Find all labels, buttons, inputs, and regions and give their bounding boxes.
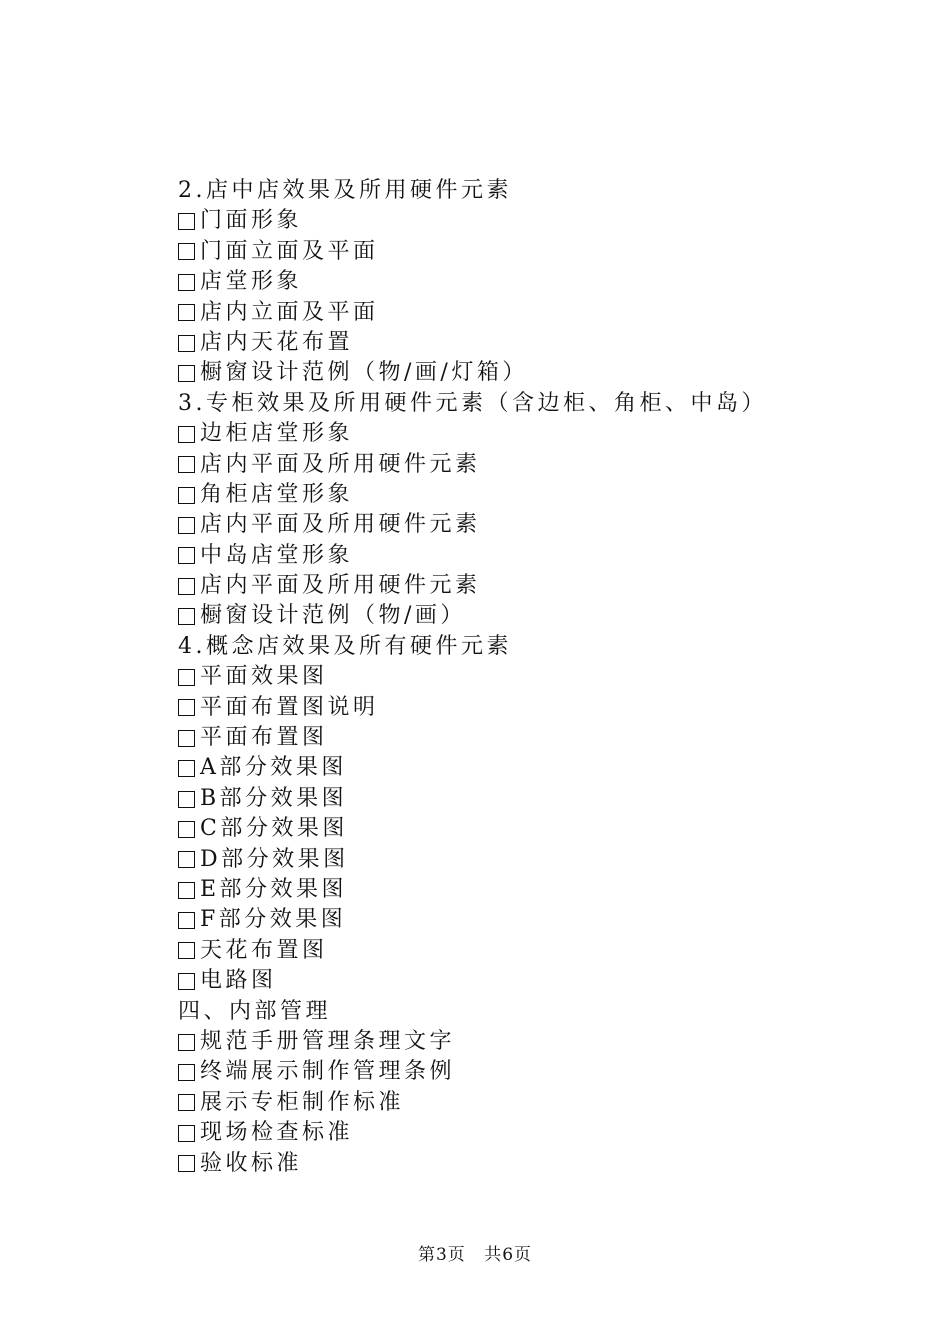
checklist-item (178, 753, 898, 783)
checkbox-icon (178, 426, 195, 443)
checkbox-icon (178, 1125, 195, 1142)
checklist-item-text: 电路图 (200, 968, 277, 994)
section-heading-text: 3.专柜效果及所用硬件元素（含边柜、角柜、中岛） (178, 390, 767, 416)
checklist-item (178, 723, 898, 753)
checkbox-icon (178, 487, 195, 504)
checklist-item (178, 541, 898, 571)
checkbox-icon (178, 304, 195, 321)
checkbox-icon (178, 699, 195, 716)
checklist-item-text: 验收标准 (200, 1150, 303, 1176)
checklist-item-text: 展示专柜制作标准 (200, 1089, 405, 1115)
checklist-item-text: 店内立面及平面 (200, 299, 379, 325)
checklist-item (178, 845, 898, 875)
checkbox-icon (178, 243, 195, 260)
checklist-item-text: 现场检查标准 (200, 1120, 354, 1146)
checklist-item-text: 橱窗设计范例（物/画） (200, 603, 466, 629)
checklist-item (178, 1088, 898, 1118)
checklist-item-text: 橱窗设计范例（物/画/灯箱） (200, 360, 528, 386)
checkbox-icon (178, 578, 195, 595)
checkbox-icon (178, 335, 195, 352)
checklist-item (178, 206, 898, 236)
checklist-item-text: 平面布置图 (200, 725, 328, 751)
checklist-item-text: 店堂形象 (200, 269, 303, 295)
checklist-item (178, 1027, 898, 1057)
section-heading-text: 四、内部管理 (178, 998, 332, 1024)
checkbox-icon (178, 456, 195, 473)
checklist-item-text: 中岛店堂形象 (200, 542, 354, 568)
checklist-item-text: 店内天花布置 (200, 329, 354, 355)
checkbox-icon (178, 760, 195, 777)
checklist-item-text: E部分效果图 (200, 876, 348, 902)
page-number: 第3页 (417, 1245, 466, 1265)
checklist-item-text: 门面立面及平面 (200, 238, 379, 264)
checklist-item (178, 875, 898, 905)
checklist-item (178, 936, 898, 966)
checkbox-icon (178, 213, 195, 230)
checklist-item (178, 662, 898, 692)
document-body (178, 176, 898, 1179)
checklist-item (178, 298, 898, 328)
checkbox-icon (178, 547, 195, 564)
checklist-item (178, 267, 898, 297)
checklist-item-text: 店内平面及所用硬件元素 (200, 512, 481, 538)
checklist-item (178, 1057, 898, 1087)
checklist-item (178, 358, 898, 388)
checkbox-icon (178, 1155, 195, 1172)
checklist-item-text: 平面布置图说明 (200, 694, 379, 720)
checkbox-icon (178, 791, 195, 808)
checklist-item (178, 784, 898, 814)
checklist-item (178, 814, 898, 844)
checkbox-icon (178, 517, 195, 534)
checklist-item (178, 237, 898, 267)
checkbox-icon (178, 274, 195, 291)
checklist-item-text: D部分效果图 (200, 846, 349, 872)
checklist-item (178, 571, 898, 601)
checklist-item-text: 店内平面及所用硬件元素 (200, 451, 481, 477)
section-heading-text: 2.店中店效果及所用硬件元素 (178, 178, 512, 203)
checkbox-icon (178, 365, 195, 382)
checkbox-icon (178, 973, 195, 990)
section-heading (178, 997, 898, 1027)
checklist-item-text: 店内平面及所用硬件元素 (200, 573, 481, 599)
page-footer (0, 1240, 950, 1265)
checklist-item-text: 边柜店堂形象 (200, 421, 354, 447)
checklist-item-text: 天花布置图 (200, 937, 328, 963)
checklist-item (178, 510, 898, 540)
checklist-item (178, 419, 898, 449)
checkbox-icon (178, 821, 195, 838)
checklist-item (178, 480, 898, 510)
checkbox-icon (178, 669, 195, 686)
checklist-item-text: A部分效果图 (200, 755, 347, 781)
checklist-item-text: 角柜店堂形象 (200, 481, 354, 507)
section-heading (178, 632, 898, 662)
section-heading (178, 176, 898, 206)
checkbox-icon (178, 608, 195, 625)
checklist-item-text: C部分效果图 (200, 816, 348, 842)
checkbox-icon (178, 882, 195, 899)
checklist-item-text: 规范手册管理条理文字 (200, 1028, 456, 1054)
checklist-item (178, 966, 898, 996)
checklist-item-text: B部分效果图 (200, 785, 348, 811)
checklist-item (178, 1118, 898, 1148)
checklist-item (178, 693, 898, 723)
checkbox-icon (178, 851, 195, 868)
checklist-item-text: 平面效果图 (200, 664, 328, 690)
checklist-item-text: 门面形象 (200, 208, 303, 234)
checkbox-icon (178, 912, 195, 929)
section-heading-text: 4.概念店效果及所有硬件元素 (178, 633, 512, 659)
checklist-item (178, 905, 898, 935)
checkbox-icon (178, 1034, 195, 1051)
page-total: 共6页 (484, 1245, 533, 1265)
checkbox-icon (178, 1064, 195, 1081)
checkbox-icon (178, 730, 195, 747)
checklist-item-text: F部分效果图 (200, 907, 347, 933)
section-heading (178, 389, 898, 419)
checklist-item (178, 328, 898, 358)
checkbox-icon (178, 1094, 195, 1111)
checklist-item-text: 终端展示制作管理条例 (200, 1059, 456, 1085)
checklist-item (178, 450, 898, 480)
checklist-item (178, 601, 898, 631)
checkbox-icon (178, 942, 195, 959)
checklist-item (178, 1149, 898, 1179)
